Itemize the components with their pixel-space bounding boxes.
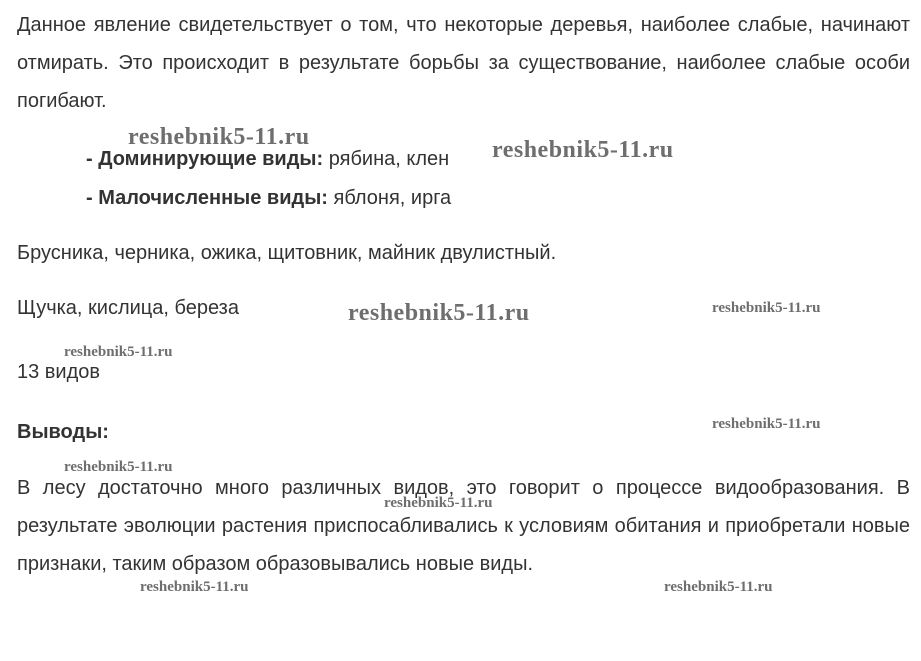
dominant-species-label: - Доминирующие виды: [86, 148, 324, 170]
species-count: 13 видов [17, 361, 101, 383]
conclusions-heading: Выводы: [17, 421, 109, 443]
conclusions-paragraph: В лесу достаточно много различных видов, это говорит о процессе видообразования. В результате эволюции растения приспосабливались к условиям обитания и приобретали новые признаки, таким образом образовывались новые виды. [17, 477, 910, 575]
watermark: reshebnik5-11.ru [64, 344, 173, 360]
plants-line: Щучка, кислица, береза [17, 297, 239, 319]
watermark: reshebnik5-11.ru [712, 300, 821, 316]
shrubs-line: Брусника, черника, ожика, щитовник, майник двулистный. [17, 242, 557, 264]
watermark: reshebnik5-11.ru [384, 495, 493, 511]
watermark: reshebnik5-11.ru [64, 459, 173, 475]
rare-species-line [86, 187, 451, 210]
intro-paragraph: Данное явление свидетельствует о том, что некоторые деревья, наиболее слабые, начинают отмирать. Это происходит в результате борьбы за существование, наиболее слабые особи погибают. [17, 14, 910, 112]
watermark: reshebnik5-11.ru [492, 137, 674, 163]
watermark: reshebnik5-11.ru [140, 579, 249, 595]
rare-species-value: яблоня, ирга [327, 187, 452, 209]
watermark: reshebnik5-11.ru [348, 300, 530, 326]
watermark: reshebnik5-11.ru [712, 416, 821, 432]
watermark: reshebnik5-11.ru [664, 579, 773, 595]
dominant-species-value: рябина, клен [323, 148, 450, 170]
watermark: reshebnik5-11.ru [128, 124, 310, 150]
rare-species-label: - Малочисленные виды: [86, 187, 328, 209]
dominant-species-line [86, 148, 449, 171]
